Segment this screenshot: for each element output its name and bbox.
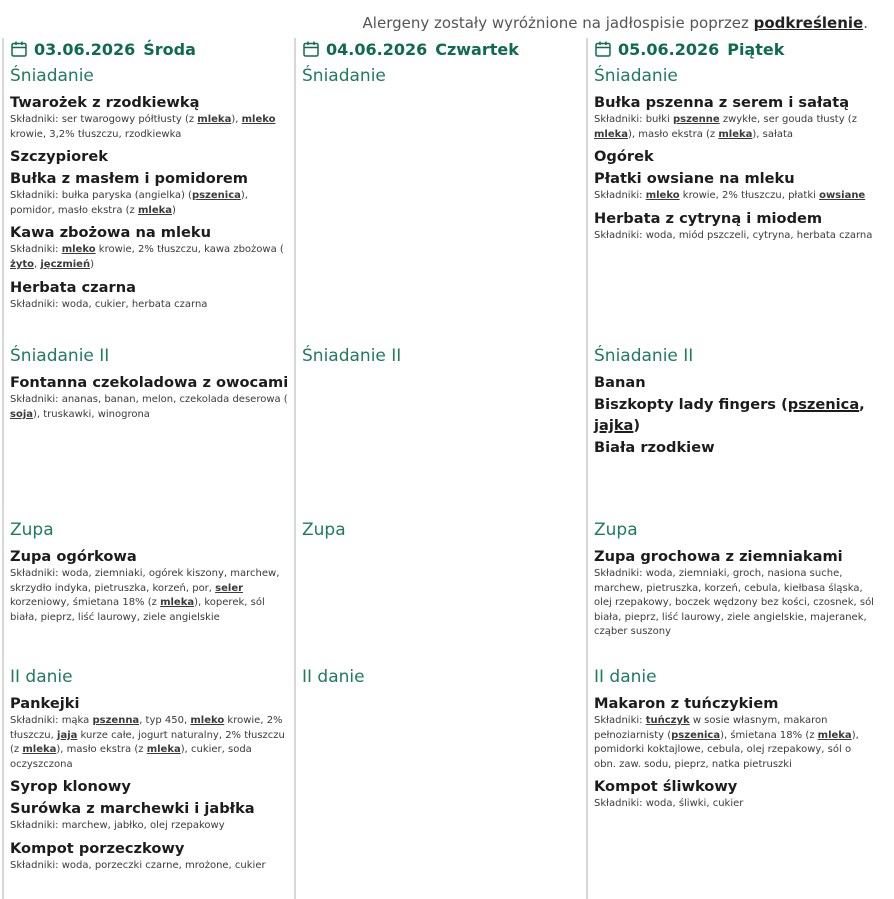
text-segment: ), truskawki, winogrona [33, 408, 150, 420]
text-segment: Zupa ogórkowa [10, 548, 137, 565]
text-segment: Szczypiorek [10, 148, 108, 166]
meal-section [10, 346, 290, 426]
dish-name [594, 146, 874, 167]
text-segment: ), [231, 114, 242, 125]
meal-title: Śniadanie [594, 66, 678, 86]
dish-name [10, 776, 290, 797]
day-weekday: Środa [143, 39, 196, 59]
dish-name [10, 372, 290, 393]
column-divider [294, 38, 296, 899]
day-header [10, 38, 292, 60]
allergen-highlight: mleko [241, 114, 276, 125]
text-segment: Ogórek [594, 148, 654, 166]
text-segment: ), sałata [752, 128, 793, 140]
text-segment: ), cukier, soda oczyszczona [10, 744, 252, 770]
dish-ingredients [594, 189, 874, 204]
meal-section [302, 667, 582, 693]
text-segment: Herbata czarna [10, 278, 136, 296]
allergen-highlight: owsiane [819, 190, 866, 202]
day-column [594, 38, 876, 810]
column-divider [2, 38, 4, 899]
text-segment: krowie, 2% tłuszczu, płatki [679, 190, 820, 202]
allergen-highlight: mleka [718, 128, 753, 140]
column-divider [586, 38, 588, 899]
meal-section [594, 346, 874, 458]
dish-ingredients [594, 567, 874, 640]
text-segment: Składniki: woda, porzeczki czarne, mrożone, cukier [10, 859, 266, 871]
meal-section [10, 667, 290, 878]
allergen-highlight: mleka [594, 128, 629, 140]
text-segment: Składniki: woda, miód pszczeli, cytryna, herbata czarna [594, 229, 873, 241]
dish-name [10, 798, 290, 819]
text-segment: Biszkopty lady fingers ( [594, 396, 788, 413]
text-segment: Składniki: ananas, banan, melon, czekolada deserowa ( [10, 394, 288, 405]
text-segment: Płatki owsiane na mleku [594, 170, 795, 188]
dish-ingredients [10, 567, 290, 625]
text-segment: Składniki: marchew, jabłko, olej rzepakowy [10, 820, 225, 832]
text-segment: Składniki: bułka paryska (angielka) ( [10, 190, 192, 202]
text-segment: Składniki: woda, ziemniaki, ogórek kiszony, marchew, skrzydło indyka, pietruszka, korzeń, por, [10, 568, 280, 594]
text-segment: Syrop klonowy [10, 778, 131, 796]
meal-section [594, 667, 874, 816]
text-segment: ), masło ekstra (z [628, 128, 719, 140]
text-segment: Składniki: woda, cukier, herbata czarna [10, 298, 208, 310]
allergen-highlight: pszenna [92, 715, 140, 726]
text-segment: Biała rzodkiew [594, 439, 715, 456]
allergen-highlight: pszenne [672, 114, 720, 125]
dish-name [10, 693, 290, 714]
allergen-highlight: mleka [146, 744, 181, 756]
dish-name [594, 437, 874, 458]
text-segment: ) [172, 204, 176, 216]
allergen-highlight: jęczmień [40, 258, 91, 270]
allergen-highlight: mleko [645, 190, 680, 202]
text-segment: Składniki: woda, ziemniaki, groch, nasiona suche, marchew, pietruszka, korzeń, cebula, kiełbasa śląska, olej rzepakowy, boczek wędzony bez kości, czosnek, sól biała, pieprz, liść laurowy, ziele angielskie, majeranek, cząber suszony [594, 568, 874, 638]
dish-name [10, 546, 290, 567]
dish-ingredients [10, 243, 290, 272]
text-segment: krowie, 3,2% tłuszczu, rzodkiewka [10, 128, 182, 140]
allergen-highlight: mleka [160, 597, 195, 609]
text-segment: w sosie własnym, makaron pełnoziarnisty ( [594, 715, 828, 741]
text-segment: Banan [594, 374, 646, 391]
day-date: 05.06.2026 [618, 39, 720, 59]
text-segment: Surówka z marchewki i jabłka [10, 800, 255, 818]
day-header [594, 38, 876, 60]
text-segment: Składniki: [594, 715, 646, 726]
text-segment: ), śmietana 18% (z [720, 729, 818, 741]
text-segment: krowie, 2% tłuszczu, kawa zbożowa ( [95, 244, 284, 256]
allergen-notice-text: Alergeny zostały wyróżnione na jadłospisie poprzez [362, 14, 754, 32]
meal-title: Zupa [302, 520, 346, 540]
dish-ingredients [10, 393, 290, 422]
calendar-icon [302, 40, 320, 58]
dish-name [594, 168, 874, 189]
dish-name [594, 693, 874, 714]
meal-section [594, 66, 874, 247]
allergen-highlight: mleko [190, 715, 225, 726]
allergen-highlight: jajka [594, 417, 634, 434]
dish-ingredients [10, 298, 290, 313]
meal-section [10, 520, 290, 629]
dish-ingredients [10, 189, 290, 218]
text-segment: Twarożek z rzodkiewką [10, 94, 200, 111]
dish-name [594, 546, 874, 567]
allergen-highlight: mleko [61, 244, 96, 256]
day-date: 04.06.2026 [326, 39, 428, 59]
text-segment: ), masło ekstra (z [56, 744, 147, 756]
meal-title: Śniadanie [302, 66, 386, 86]
meal-title: II danie [10, 667, 73, 687]
day-weekday: Piątek [727, 39, 785, 59]
calendar-icon [594, 40, 612, 58]
dish-ingredients [594, 797, 874, 812]
dish-name [594, 372, 874, 393]
text-segment: kurze całe, jogurt naturalny, 2% tłuszczu (z [10, 729, 285, 756]
text-segment: Składniki: [10, 244, 62, 256]
dish-ingredients [10, 714, 290, 772]
dish-ingredients [10, 819, 290, 834]
meal-title: II danie [594, 667, 657, 687]
allergen-highlight: żyto [10, 258, 34, 270]
allergen-highlight: mleka [817, 729, 852, 741]
dish-ingredients [594, 229, 874, 244]
dish-name [594, 208, 874, 229]
dish-ingredients [594, 714, 874, 772]
allergen-highlight: mleka [197, 114, 232, 125]
meal-section [302, 66, 582, 92]
text-segment: ), koperek, sól biała, pieprz, liść laurowy, ziele angielskie [10, 597, 265, 623]
meal-title: Śniadanie [10, 66, 94, 86]
allergen-highlight: mleka [22, 744, 57, 756]
meal-title: Śniadanie II [594, 346, 694, 366]
text-segment: Kompot porzeczkowy [10, 839, 185, 857]
day-date: 03.06.2026 [34, 39, 136, 59]
dish-name [594, 394, 874, 436]
meal-title: Zupa [594, 520, 638, 540]
dish-name [10, 146, 290, 167]
text-segment: krowie, 2% tłuszczu, [10, 715, 283, 741]
text-segment: Składniki: [594, 190, 646, 202]
text-segment: Makaron z tuńczykiem [594, 695, 779, 712]
dish-ingredients [10, 859, 290, 874]
dish-name [594, 92, 874, 113]
allergen-highlight: soja [10, 408, 33, 420]
meal-title: Zupa [10, 520, 54, 540]
day-column [10, 38, 292, 871]
text-segment: Składniki: mąka [10, 715, 93, 726]
allergen-highlight: pszenica [191, 190, 241, 202]
dish-name [10, 92, 290, 113]
text-segment: Bułka z masłem i pomidorem [10, 170, 249, 188]
text-segment: ), pomidorki koktajlowe, cebula, olej rzepakowy, sól o obn. zaw. sodu, pieprz, natka pietruszki [594, 729, 859, 770]
meal-section [594, 520, 874, 644]
dish-name [594, 776, 874, 797]
allergen-notice-end: . [863, 14, 868, 32]
allergen-highlight: pszenica [671, 729, 721, 741]
text-segment: , [34, 258, 41, 270]
text-segment: Zupa grochowa z ziemniakami [594, 548, 843, 565]
day-column [302, 38, 584, 687]
allergen-highlight: jaja [57, 729, 78, 741]
text-segment: ) [633, 417, 641, 434]
text-segment: zwykłe, ser gouda tłusty (z [719, 114, 857, 125]
allergen-highlight: pszenica [787, 396, 860, 413]
text-segment: ) [90, 258, 94, 270]
day-weekday: Czwartek [435, 39, 519, 59]
allergen-notice [363, 14, 868, 32]
allergen-highlight: mleka [137, 204, 172, 216]
meal-section [302, 346, 582, 372]
text-segment: , typ 450, [139, 715, 191, 726]
text-segment: Kompot śliwkowy [594, 778, 738, 796]
text-segment: Składniki: ser twarogowy półtłusty (z [10, 114, 198, 125]
allergen-highlight: tuńczyk [645, 715, 690, 726]
allergen-notice-emphasis: podkreślenie [753, 14, 864, 32]
dish-ingredients [10, 113, 290, 142]
text-segment: Kawa zbożowa na mleku [10, 224, 211, 242]
meal-title: Śniadanie II [10, 346, 110, 366]
text-segment: ), pomidor, masło ekstra (z [10, 190, 248, 216]
meal-title: II danie [302, 667, 365, 687]
day-header [302, 38, 584, 60]
text-segment: korzeniowy, śmietana 18% (z [10, 597, 161, 609]
allergen-highlight: seler [215, 582, 244, 594]
dish-name [10, 277, 290, 298]
text-segment: Składniki: woda, śliwki, cukier [594, 798, 744, 810]
dish-name [10, 222, 290, 243]
dish-name [10, 838, 290, 859]
calendar-icon [10, 40, 28, 58]
meal-title: Śniadanie II [302, 346, 402, 366]
text-segment: Składniki: bułki [594, 114, 673, 125]
dish-name [10, 168, 290, 189]
text-segment: Fontanna czekoladowa z owocami [10, 374, 289, 391]
text-segment: Bułka pszenna z serem i sałatą [594, 94, 850, 111]
text-segment: Pankejki [10, 695, 80, 712]
text-segment: , [859, 396, 865, 413]
dish-ingredients [594, 113, 874, 142]
meal-section [10, 66, 290, 316]
text-segment: Herbata z cytryną i miodem [594, 209, 823, 227]
meal-section [302, 520, 582, 546]
